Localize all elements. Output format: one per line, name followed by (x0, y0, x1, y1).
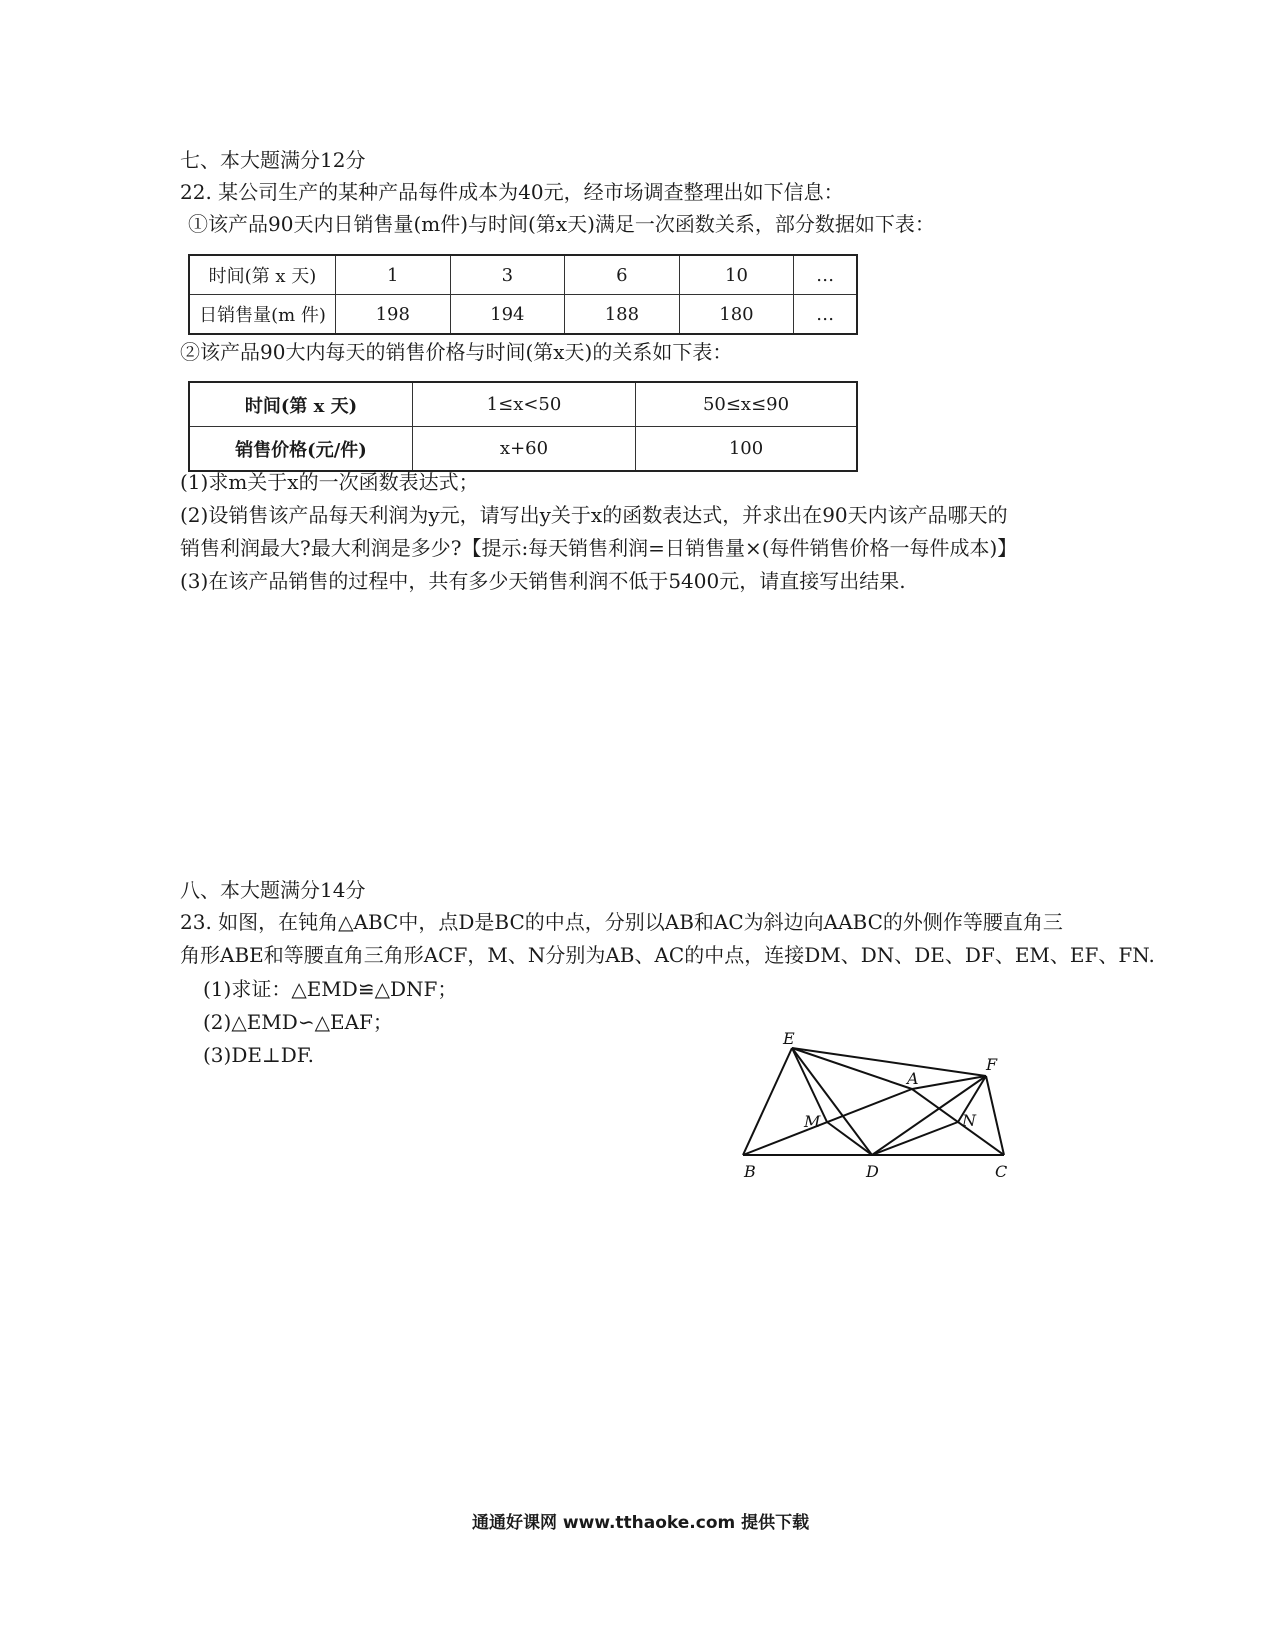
table-cell: 时间(第 x 天) (189, 382, 413, 427)
q22-part2-line1: (2)设销售该产品每天利润为y元，请写出y关于x的函数表达式，并求出在90天内该产品哪天的 (180, 503, 1008, 527)
sales-volume-table (188, 254, 858, 335)
segment-dn (872, 1122, 958, 1155)
info-2: ②该产品90大内每天的销售价格与时间(第x天)的关系如下表： (180, 340, 733, 364)
section7-heading: 七、本大题满分12分 (180, 148, 366, 172)
q23-part3: (3)DE⊥DF. (203, 1043, 314, 1067)
table-cell: 6 (565, 255, 680, 295)
question22-stem: 22. 某公司生产的某种产品每件成本为40元，经市场调查整理出如下信息： (180, 180, 844, 204)
table-cell: 3 (450, 255, 565, 295)
point-label-a: A (907, 1069, 919, 1088)
q22-part1: (1)求m关于x的一次函数表达式； (180, 470, 479, 494)
table-cell: 180 (679, 295, 794, 335)
segment-dm (827, 1122, 872, 1155)
table-cell: 188 (565, 295, 680, 335)
segment-ea (792, 1048, 912, 1089)
question23-line1: 23. 如图，在钝角△ABC中，点D是BC的中点，分别以AB和AC为斜边向AABC的外侧作等腰直角三 (180, 910, 1063, 934)
table-cell: … (794, 255, 857, 295)
table-cell: x+60 (413, 427, 636, 472)
point-label-e: E (783, 1029, 795, 1048)
question23-line2: 角形ABE和等腰直角三角形ACF，M、N分别为AB、AC的中点，连接DM、DN、DE、DF、EM、EF、FN. (180, 943, 1155, 967)
point-label-f: F (986, 1055, 998, 1074)
section8-heading: 八、本大题满分14分 (180, 878, 366, 902)
table-cell: 1 (336, 255, 451, 295)
q22-part3: (3)在该产品销售的过程中，共有多少天销售利润不低于5400元，请直接写出结果. (180, 569, 906, 593)
point-label-d: D (866, 1162, 879, 1181)
table-cell: 销售价格(元/件) (189, 427, 413, 472)
table-cell: 时间(第 x 天) (189, 255, 336, 295)
point-label-b: B (744, 1162, 756, 1181)
info-1: ①该产品90天内日销售量(m件)与时间(第x天)满足一次函数关系，部分数据如下表： (188, 212, 935, 236)
table-cell: 100 (636, 427, 858, 472)
table-row (189, 382, 857, 427)
geometry-figure (700, 1020, 1020, 1200)
table-row (189, 255, 857, 295)
figure-lines (743, 1048, 1004, 1155)
table-cell: 日销售量(m 件) (189, 295, 336, 335)
price-table (188, 381, 858, 472)
point-label-c: C (995, 1162, 1008, 1181)
table-cell: … (794, 295, 857, 335)
table-cell: 10 (679, 255, 794, 295)
table-cell: 194 (450, 295, 565, 335)
table-cell: 1≤x<50 (413, 382, 636, 427)
segment-ef (792, 1048, 986, 1076)
point-label-m: M (804, 1112, 821, 1131)
segment-de (792, 1048, 872, 1155)
table-row (189, 427, 857, 472)
q22-part2-line2: 销售利润最大?最大利润是多少?【提示:每天销售利润=日销售量×(每件销售价格一每件成本)】 (180, 536, 1018, 560)
table-cell: 198 (336, 295, 451, 335)
q23-part1: (1)求证：△EMD≌△DNF； (203, 977, 458, 1001)
q23-part2: (2)△EMD∽△EAF； (203, 1010, 393, 1034)
table-cell: 50≤x≤90 (636, 382, 858, 427)
footer-text: 通通好课网 www.tthaoke.com 提供下载 (472, 1513, 810, 1533)
point-label-n: N (962, 1111, 976, 1130)
table-row (189, 295, 857, 335)
